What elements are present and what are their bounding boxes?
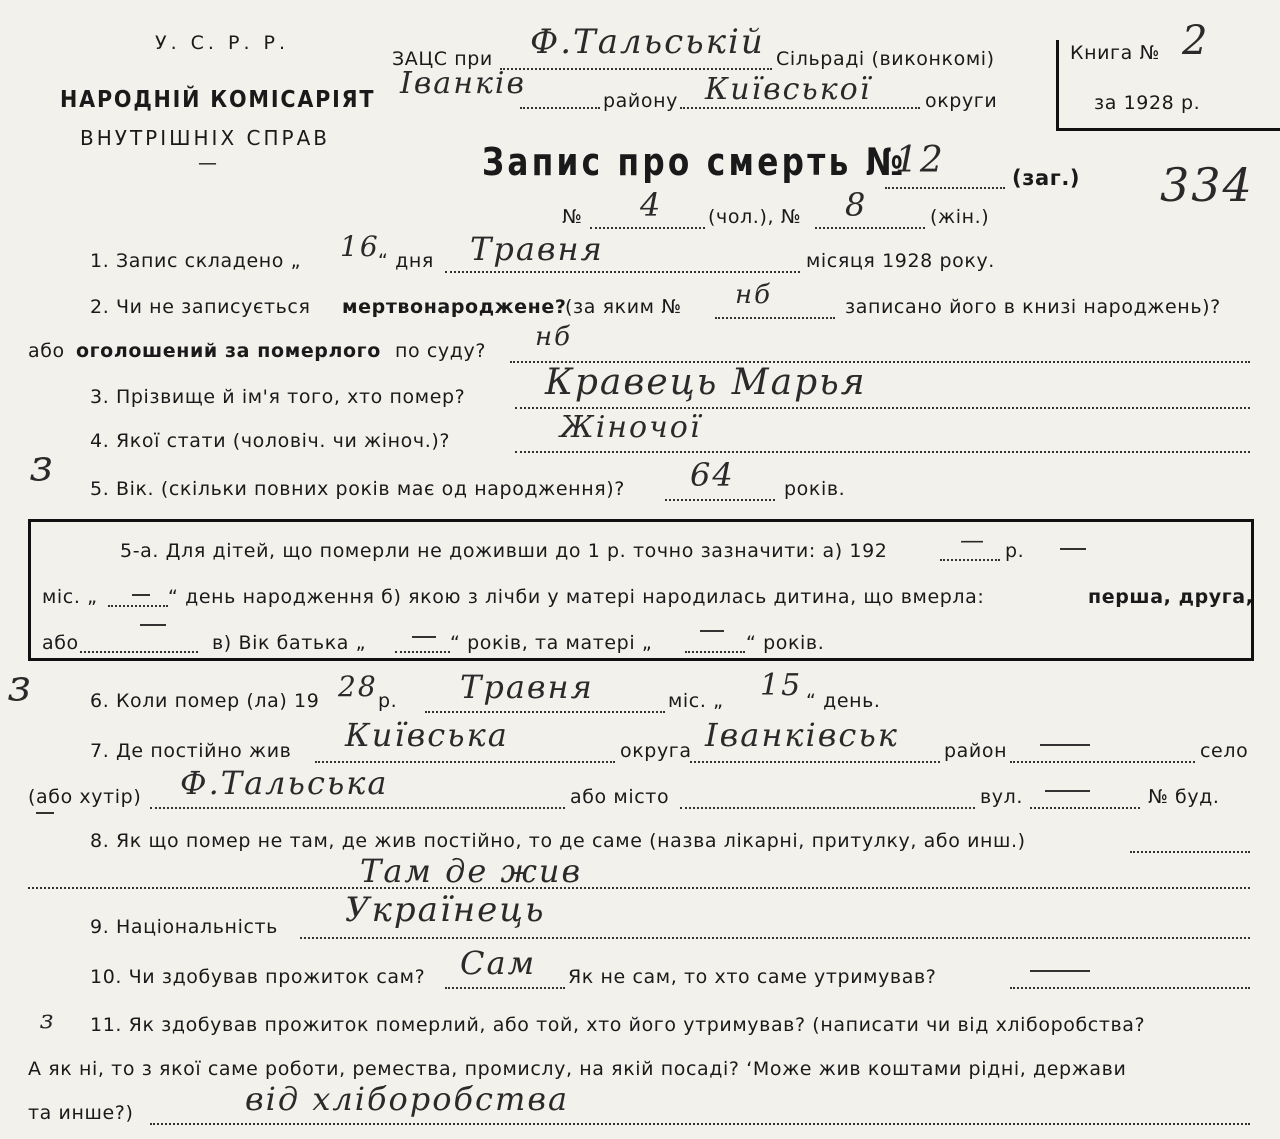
q6-suffix: “ день. [806, 690, 881, 712]
q5a-line1-value: — [960, 526, 986, 554]
margin-note: 334 [1160, 158, 1254, 212]
q3-label: 3. Прізвище й ім'я того, хто помер? [90, 386, 466, 408]
q4-value: Жіночої [560, 410, 702, 445]
q7-misto-label: або місто [570, 786, 670, 808]
q7-bud-label: № буд. [1148, 786, 1220, 808]
q1-prefix: 1. Запис складено „ [90, 250, 302, 272]
q10-value: Сам [460, 944, 537, 982]
q7-okrug-value: Київська [345, 716, 509, 754]
q1-month: Травня [470, 230, 604, 268]
okrug-value: Київської [705, 72, 872, 107]
book-label: Книга № [1070, 42, 1160, 64]
q6-mis: міс. „ [668, 690, 724, 712]
total-suffix: (заг.) [1012, 166, 1081, 190]
q5a-line1: 5-а. Для дітей, що померли не доживши до 1 р. точно зазначити: а) 192 [120, 540, 888, 562]
q5-suffix: років. [784, 478, 846, 500]
margin-mark-3: ɜ [40, 1005, 56, 1035]
q7-raion-value: Іванківськ [705, 716, 899, 754]
q5a-line3-suffix: “ років. [746, 632, 825, 654]
q11-line1: 11. Як здобував прожиток померлий, або той, хто його утримував? (написати чи від хліборобства? [90, 1014, 1146, 1036]
q8-value: Там де жив [360, 852, 583, 890]
q1-day: 16 [340, 230, 380, 263]
q7-prefix: 7. Де постійно жив [90, 740, 292, 762]
male-no-label: № [562, 206, 583, 228]
q2-value: нб [735, 280, 772, 310]
q7-raion-label: район [944, 740, 1008, 762]
q10-prefix: 10. Чи здобував прожиток сам? [90, 966, 426, 988]
book-number: 2 [1182, 18, 1210, 64]
document-title: Запис про смерть № [482, 140, 907, 184]
okrug-label: округи [925, 90, 998, 112]
q7-line2-prefix: (або хутір) [28, 786, 142, 808]
ussr-heading: У. С. Р. Р. [155, 32, 290, 54]
commissariat-heading: НАРОДНІЙ КОМІСАРІЯТ [60, 87, 376, 113]
male-label: (чол.), № [708, 206, 802, 228]
q6-month: Травня [460, 668, 594, 706]
q5-value: 64 [690, 456, 735, 494]
zags-label: ЗАЦС при [392, 48, 493, 70]
q6-year: 28 [338, 670, 378, 703]
q5a-line3-mid: в) Вік батька „ [212, 632, 367, 654]
q7-selo-label: село [1200, 740, 1249, 762]
q5a-line2-prefix: міс. „ [42, 586, 98, 608]
q5a-line3-prefix: або [42, 632, 79, 654]
header-dash: — [198, 152, 218, 174]
internal-affairs-heading: ВНУТРІШНІХ СПРАВ [80, 126, 330, 150]
q2-suffix: записано його в книзі народжень)? [845, 296, 1221, 318]
q2-line2-bold: оголошений за померлого [76, 340, 381, 362]
q11-value: від хліборобства [245, 1080, 570, 1118]
q9-value: Українець [345, 890, 546, 930]
q6-prefix: 6. Коли помер (ла) 19 [90, 690, 320, 712]
q7-vul-label: вул. [980, 786, 1024, 808]
q5a-line3-mid2: “ років, та матері „ [450, 632, 653, 654]
q11-line3: та инше?) [28, 1102, 134, 1124]
margin-mark-1: ɜ [30, 440, 55, 491]
q2-line2-prefix: або [28, 340, 65, 362]
q9-label: 9. Національність [90, 916, 278, 938]
q5a-line2-mid: “ день народження б) якою з лічби у матері народилась дитина, що вмерла: [168, 586, 985, 608]
q2-line2-suffix: по суду? [395, 340, 487, 362]
q5a-line1-suffix: р. [1005, 540, 1025, 562]
record-number: 12 [895, 140, 945, 181]
q11-line2: А як ні, то з якої саме роботи, ремества, промислу, на якій посаді? ʻМоже жив коштами рідні, держави [28, 1058, 1127, 1080]
q2-prefix: 2. Чи не записується [90, 296, 311, 318]
male-number: 4 [640, 186, 663, 224]
female-label: (жін.) [930, 206, 990, 228]
margin-mark-2: ɜ [8, 660, 33, 711]
district-value: Іванків [400, 66, 526, 101]
q4-label: 4. Якої стати (чоловіч. чи жіноч.)? [90, 430, 451, 452]
zags-value: Ф.Тальській [530, 22, 765, 62]
q2-mid: (за яким № [565, 296, 682, 318]
q2-bold: мертвонароджене? [342, 296, 567, 318]
q3-value: Кравець Марья [545, 362, 867, 403]
q6-day: 15 [760, 668, 803, 703]
book-year: за 1928 р. [1094, 92, 1201, 114]
female-number: 8 [845, 186, 868, 224]
district-label: району [603, 90, 678, 112]
q1-mid: “ дня [378, 250, 434, 272]
q7-okrug-label: округа [620, 740, 692, 762]
q7-khutir-value: Ф.Тальська [180, 764, 389, 802]
q5a-line2-bold: перша, друга, [1088, 586, 1254, 608]
q8-label: 8. Як що помер не там, де жив постійно, то де саме (назва лікарні, притулку, або инш.) [90, 830, 1026, 852]
q2-value2: нб [535, 322, 572, 352]
q5-label: 5. Вік. (скільки повних років має од народження)? [90, 478, 625, 500]
q1-suffix: місяця 1928 року. [806, 250, 995, 272]
q6-r: р. [378, 690, 398, 712]
council-label: Сільраді (виконкомі) [776, 48, 995, 70]
q10-suffix: Як не сам, то хто саме утримував? [568, 966, 937, 988]
